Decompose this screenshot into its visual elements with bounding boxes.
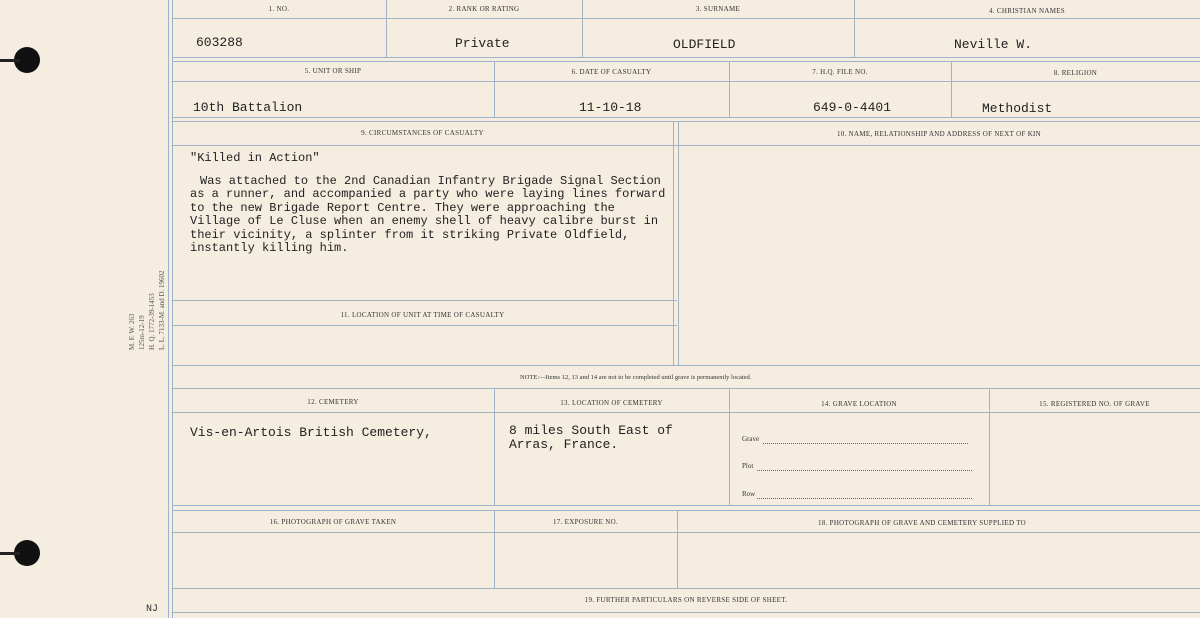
hq-file-value: 649-0-4401: [813, 100, 892, 115]
grid-line: [172, 57, 1200, 58]
grid-line: [172, 145, 1200, 146]
header-surname: 3. SURNAME: [695, 5, 741, 13]
header-religion: 8. RELIGION: [1053, 69, 1098, 77]
header-photo-taken: 16. PHOTOGRAPH OF GRAVE TAKEN: [269, 518, 397, 526]
margin-line: [168, 0, 169, 618]
header-registered-no: 15. REGISTERED NO. OF GRAVE: [1039, 400, 1150, 408]
plot-dotted-line: [757, 469, 972, 471]
date-value: 11-10-18: [579, 100, 642, 115]
header-photo-supplied: 18. PHOTOGRAPH OF GRAVE AND CEMETERY SUPPLIED TO: [817, 519, 1027, 527]
grid-line: [172, 412, 1200, 413]
grid-line: [678, 121, 679, 365]
header-no: 1. NO.: [268, 5, 290, 13]
cemetery-location-value: 8 miles South East of Arras, France.: [509, 423, 673, 452]
grid-line: [172, 325, 677, 326]
form-code: [120, 240, 180, 360]
initials: NJ: [146, 604, 159, 615]
note-text: NOTE:—Items 12, 13 and 14 are not to be completed until grave is permanently located.: [520, 374, 752, 381]
form-code-line: L. L. 7133-M. and D. 19602: [158, 270, 166, 350]
circumstances-title: "Killed in Action": [190, 151, 320, 165]
plot-label: Plot: [742, 462, 754, 470]
header-location-of-unit: 11. LOCATION OF UNIT AT TIME OF CASUALTY: [340, 311, 505, 319]
header-next-of-kin: 10. NAME, RELATIONSHIP AND ADDRESS OF NEXT OF KIN: [836, 130, 1042, 138]
punch-peg-bottom: [0, 552, 20, 555]
grid-line: [172, 121, 1200, 122]
header-christian-names: 4. CHRISTIAN NAMES: [989, 7, 1065, 15]
grave-dotted-line: [763, 442, 968, 444]
header-unit: 5. UNIT OR SHIP: [304, 67, 362, 75]
circumstances-text: [190, 152, 670, 256]
punch-peg-top: [0, 59, 20, 62]
form-code-line: M. F. W. 263: [128, 313, 136, 350]
service-number: 603288: [196, 35, 243, 50]
row-dotted-line: [757, 497, 972, 499]
religion-value: Methodist: [982, 101, 1053, 116]
header-date: 6. DATE OF CASUALTY: [571, 68, 652, 76]
grid-line: [172, 81, 1200, 82]
grid-line: [673, 121, 674, 365]
grid-line: [172, 61, 1200, 62]
grid-line: [172, 18, 1200, 19]
header-location-of-cemetery: 13. LOCATION OF CEMETERY: [560, 399, 663, 407]
grid-line: [172, 612, 1200, 613]
circumstances-body: Was attached to the 2nd Canadian Infantry Brigade Signal Section as a runner, and accompanied a party who were laying lines forward to the new Brigade Report Centre. They were approaching the Village of Le Cluse when an enemy shell of heavy calibre burst in their vicinity, a splinter from it striking Private Oldfield, instantly killing him.: [190, 173, 666, 255]
header-hq-file: 7. H.Q. FILE NO.: [812, 68, 868, 76]
grid-line: [172, 532, 1200, 533]
grid-line: [172, 117, 1200, 118]
grid-line: [172, 365, 1200, 366]
header-rank: 2. RANK OR RATING: [448, 5, 520, 13]
grave-label: Grave: [742, 435, 760, 443]
header-circumstances: 9. CIRCUMSTANCES OF CASUALTY: [361, 129, 484, 137]
form-code-line: 125m-12-19: [138, 315, 146, 350]
surname-value: OLDFIELD: [673, 37, 736, 52]
grid-line: [172, 300, 677, 301]
header-exposure: 17. EXPOSURE NO.: [552, 518, 619, 526]
row-label: Row: [742, 490, 756, 498]
form-code-line: H. Q. 1772-39-1453: [148, 293, 156, 350]
grid-line: [172, 588, 1200, 589]
header-cemetery: 12. CEMETERY: [307, 398, 359, 406]
christian-names-value: Neville W.: [954, 37, 1033, 52]
unit-value: 10th Battalion: [193, 100, 303, 115]
header-grave-location: 14. GRAVE LOCATION: [821, 400, 897, 408]
rank-value: Private: [455, 36, 510, 51]
grid-line: [172, 510, 1200, 511]
cemetery-value: Vis-en-Artois British Cemetery,: [190, 425, 432, 440]
header-further-particulars: 19. FURTHER PARTICULARS ON REVERSE SIDE OF SHEET.: [584, 596, 788, 604]
grid-line: [172, 388, 1200, 389]
grid-line: [172, 505, 1200, 506]
